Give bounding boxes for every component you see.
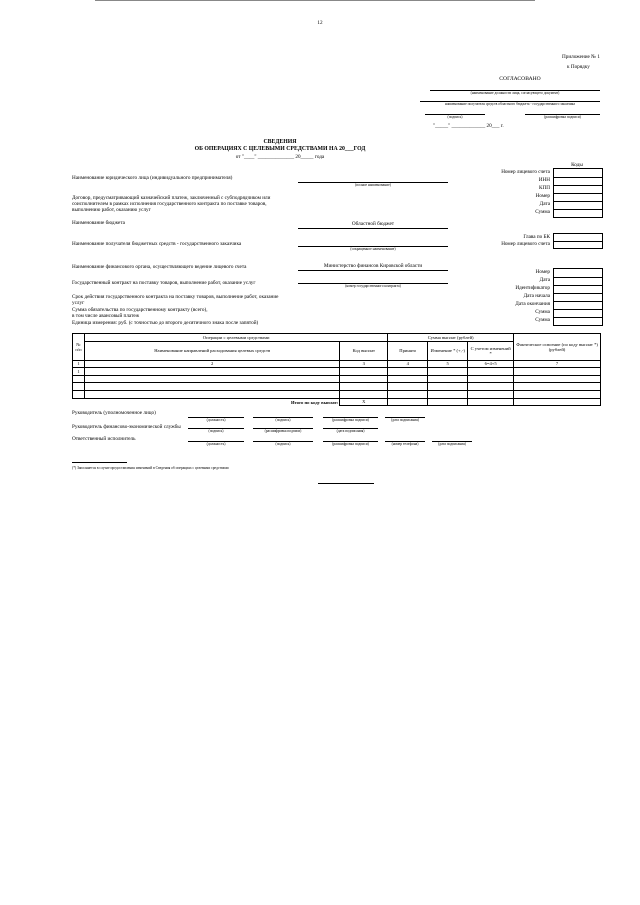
sig-exec-cap-phone: (номер телефона) — [391, 442, 419, 446]
th-ops: Операции с целевыми средствами — [84, 334, 387, 342]
label-contract-3: выполнению работ, оказанию услуг — [72, 207, 151, 213]
colnum-cell: 6=4+5 — [468, 360, 514, 368]
label-legal-entity: Наименование юридического лица (индивидуального предпринимателя) — [72, 175, 233, 181]
budget-line — [298, 228, 448, 229]
code-label-date: Дата — [539, 201, 550, 207]
code-label-number: Номер — [535, 193, 550, 199]
colnum-cell: 7 — [514, 360, 601, 368]
colnum-cell: 1 — [73, 360, 85, 368]
colnum-cell: 5 — [428, 360, 468, 368]
sig-cap-position: (должность) — [206, 418, 226, 422]
fin-body-line — [298, 270, 448, 271]
code-label-account-2: Номер лицевого счета — [501, 241, 550, 247]
total-label: Итого по коду выплат: — [291, 399, 339, 405]
th-sums: Сумма выплат (рублей) — [388, 334, 514, 342]
recipient-caption: (сокращенное наименование) — [350, 247, 396, 251]
label-sum-2: в том числе авансовый платеж — [72, 313, 140, 319]
sig-exec-cap-sign: (подпись) — [275, 442, 291, 446]
scan-edge-line — [95, 0, 535, 1]
total-cell[interactable] — [388, 398, 428, 406]
approval-caption-recipient: наименование получателя средств областного бюджета - государственного заказчика — [445, 102, 575, 106]
label-term-2: услуг — [72, 300, 85, 306]
label-recipient: Наименование получателя бюджетных средств - государственного заказчика — [72, 241, 242, 247]
total-cell[interactable] — [514, 398, 601, 406]
colnum-cell: 3 — [340, 360, 388, 368]
code-label-sum-2: Сумма — [535, 309, 550, 315]
page-number: 12 — [317, 20, 323, 26]
codes-header: Коды — [571, 162, 583, 168]
code-label-account: Номер лицевого счета — [501, 169, 550, 175]
table-cell[interactable] — [514, 375, 601, 383]
th-ops-name: Наименование направлений расходования целевых средств — [84, 341, 339, 360]
th-num: № п/п — [73, 334, 85, 361]
sig-cap-decode: (расшифровка подписи) — [332, 418, 369, 422]
table-colnum-row — [73, 360, 601, 368]
table-row — [73, 383, 601, 391]
code-label-inn: ИНН — [538, 177, 550, 183]
table-cell[interactable] — [73, 383, 85, 391]
footnote: (*) Заполняется в случае предоставления изменений в Сведения об операциях с целевыми средствами — [72, 466, 229, 470]
codes-box-top — [553, 168, 603, 218]
table-row — [73, 390, 601, 398]
th-fact: Фактическое освоение (по коду выплат *) (рублей) — [514, 334, 601, 361]
approval-title: СОГЛАСОВАНО — [499, 76, 541, 82]
table-row — [73, 368, 601, 376]
table-cell[interactable] — [73, 375, 85, 383]
row-num: 1 — [73, 368, 85, 376]
colnum-cell: 2 — [84, 360, 339, 368]
th-plan: Принято — [388, 341, 428, 360]
label-fin-body: Наименование финансового органа, осуществляющего ведение лицевого счета — [72, 264, 247, 270]
sig-fin-cap-date: (дата подписания) — [336, 429, 365, 433]
label-unit: Единица измерения: руб. (с точностью до второго десятичного знака после запятой) — [72, 320, 259, 326]
table-cell[interactable] — [388, 383, 428, 391]
table-cell[interactable] — [428, 375, 468, 383]
code-label-sum: Сумма — [535, 209, 550, 215]
label-gov-contract: Государственный контракт на поставку товаров, выполнение работ, оказание услуг — [72, 280, 256, 286]
doc-subtitle: ОБ ОПЕРАЦИЯХ С ЦЕЛЕВЫМИ СРЕДСТВАМИ НА 20___ГОД — [194, 146, 366, 152]
sig-exec-cap-position: (должность) — [206, 442, 226, 446]
table-cell[interactable] — [340, 368, 388, 376]
table-cell[interactable] — [388, 390, 428, 398]
gov-contract-caption: (номер государственного контракта) — [345, 284, 401, 288]
colnum-cell: 4 — [388, 360, 428, 368]
table-row — [73, 375, 601, 383]
th-change: Изменение * (+,-) — [428, 341, 468, 360]
table-cell[interactable] — [73, 390, 85, 398]
table-cell[interactable] — [514, 390, 601, 398]
label-contract-2: соисполнителем в рамках исполнения государственного контракта по поставке товаров, — [72, 201, 267, 207]
label-contract-1: Договор, предусматривающий казначейский платеж, заключенный с субподрядчиком или — [72, 195, 271, 201]
approval-caption-sign: (подпись) — [447, 115, 463, 119]
table-cell[interactable] — [514, 368, 601, 376]
sig-fin-head-label: Руководитель финансово-экономической службы — [72, 424, 181, 430]
table-cell[interactable] — [468, 383, 514, 391]
table-cell[interactable] — [468, 375, 514, 383]
codes-box-mid — [553, 233, 603, 249]
sig-cap-date: (дата подписания) — [391, 418, 419, 422]
operations-table — [72, 333, 601, 406]
sig-cap-sign: (подпись) — [275, 418, 291, 422]
sig-executor-label: Ответственный исполнитель — [72, 436, 136, 442]
label-term-1: Срок действия государственного контракта на поставку товаров, выполнение работ, оказание — [72, 294, 279, 300]
code-label-start-date: Дата начала — [523, 293, 550, 299]
approval-caption-position: (наименование должности лица, согласующего документ) — [470, 91, 560, 95]
table-total-row — [73, 398, 601, 406]
total-code: Х — [340, 398, 388, 406]
table-cell[interactable] — [388, 375, 428, 383]
total-cell[interactable] — [428, 398, 468, 406]
sig-exec-cap-date: (дата подписания) — [438, 442, 466, 446]
table-cell[interactable] — [84, 375, 339, 383]
table-cell[interactable] — [428, 368, 468, 376]
total-cell[interactable] — [468, 398, 514, 406]
approval-date: "_____" _____________ 20___ г. — [433, 123, 504, 129]
footnote-separator — [72, 462, 127, 463]
table-cell[interactable] — [84, 383, 339, 391]
code-label-end-date: Дата окончания — [515, 301, 550, 307]
th-with-change: С учетом изменений * — [468, 341, 514, 360]
th-ops-code: Код выплат — [340, 341, 388, 360]
code-label-kpp: КПП — [539, 185, 550, 191]
doc-date-line: от "____" ______________ 20_____ года — [235, 154, 325, 160]
budget-value: Областной бюджет — [351, 221, 395, 227]
bottom-line — [318, 483, 374, 484]
sig-fin-cap-decode: (расшифровка подписи) — [264, 429, 302, 433]
sig-exec-cap-decode: (расшифровка подписи) — [332, 442, 369, 446]
appendix-label: Приложение № 1 — [562, 54, 600, 60]
code-label-date-2: Дата — [539, 277, 550, 283]
code-label-sum-3: Сумма — [535, 317, 550, 323]
code-label-number-2: Номер — [535, 269, 550, 275]
fin-body-value: Министерство финансов Кировской области — [323, 263, 423, 269]
table-cell[interactable] — [468, 390, 514, 398]
table-cell[interactable] — [340, 383, 388, 391]
code-label-chapter: Глава по БК — [523, 234, 550, 240]
approval-caption-decode: (расшифровка подписи) — [544, 115, 581, 119]
sig-head-label: Руководитель (уполномоченное лицо) — [72, 410, 156, 416]
table-cell[interactable] — [340, 390, 388, 398]
table-cell[interactable] — [340, 375, 388, 383]
table-cell[interactable] — [388, 368, 428, 376]
table-cell[interactable] — [468, 368, 514, 376]
table-cell[interactable] — [84, 368, 339, 376]
legal-entity-caption: (полное наименование) — [355, 183, 391, 187]
table-cell[interactable] — [84, 390, 339, 398]
label-budget: Наименование бюджета — [72, 220, 125, 226]
sig-fin-cap-sign: (подпись) — [208, 429, 224, 433]
label-sum-1: Сумма обязательства по государственному контракту (всего), — [72, 307, 208, 313]
codes-box-bottom — [553, 268, 603, 326]
table-cell[interactable] — [428, 390, 468, 398]
appendix-order: к Порядку — [567, 64, 590, 70]
table-cell[interactable] — [514, 383, 601, 391]
table-cell[interactable] — [428, 383, 468, 391]
doc-title: СВЕДЕНИЯ — [263, 139, 297, 145]
code-label-identifier: Идентификатор — [515, 285, 550, 291]
